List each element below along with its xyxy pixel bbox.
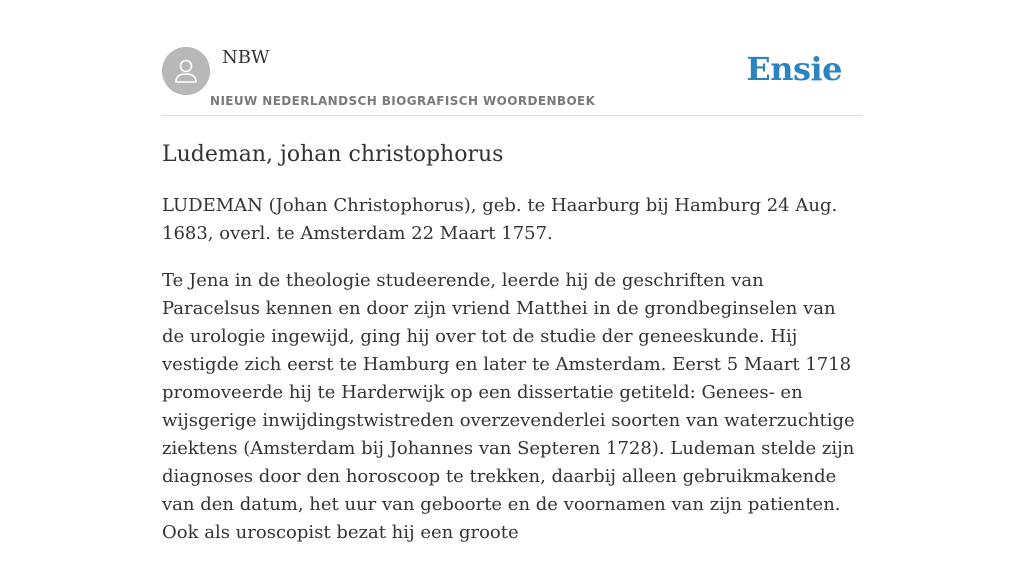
page-title: Ludeman, johan christophorus [162,142,504,167]
article-paragraph: Te Jena in de theologie studeerende, leerde hij de geschriften van Paracelsus kennen en door zijn vriend Matthei in de grondbeginselen van de urologie ingewijd, ging hij over tot de studie der geneeskunde. Hij vestigde zich eerst te Hamburg en later te Amsterdam. Eerst 5 Maart 1718 promoveerde hij te Harderwijk op een dissertatie getiteld: Genees- en wijsgerige inwijdingstwistreden overzevenderlei soorten van waterzuchtige ziektens (Amsterdam bij Johannes van Septeren 1728). Ludeman stelde zijn diagnoses door den horoscoop te trekken, daarbij alleen gebruikmakende van den datum, het uur van geboorte en de voornamen van zijn patienten. Ook als uroscopist bezat hij een groote [162,270,855,543]
ensie-logo[interactable]: Ensie [746,50,842,88]
page-container [162,0,862,543]
source-avatar[interactable] [162,47,210,95]
article-paragraph: LUDEMAN (Johan Christophorus), geb. te Haarburg bij Hamburg 24 Aug. 1683, overl. te Amsterdam 22 Maart 1757. [162,195,838,244]
source-subtitle[interactable]: NIEUW NEDERLANDSCH BIOGRAFISCH WOORDENBOEK [210,94,596,108]
user-silhouette-icon [162,47,210,95]
source-name[interactable]: NBW [222,47,270,68]
source-header [162,0,862,116]
article-body [162,192,862,566]
